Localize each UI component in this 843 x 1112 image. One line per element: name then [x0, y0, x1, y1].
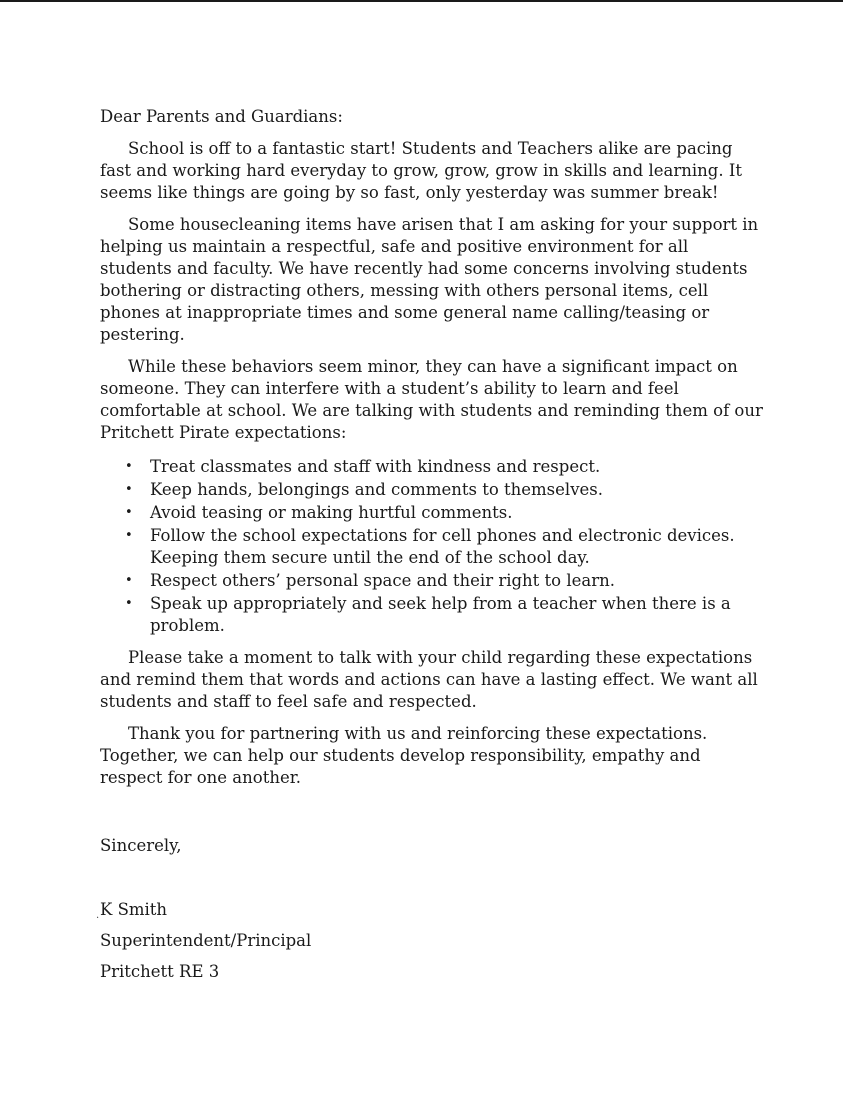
paragraph-thanks: Thank you for partnering with us and reinforcing these expectations. Together, we can help our students develop responsibility, empathy and respect for one another. [100, 724, 708, 787]
paragraph-intro: School is off to a fantastic start! Students and Teachers alike are pacing fast and working hard everyday to grow, grow, grow in skills and learning. It seems like things are going by so fast, only yesterday was summer break! [100, 139, 742, 202]
expectation-text: Avoid teasing or making hurtful comments. [150, 503, 513, 522]
list-item [125, 502, 765, 524]
bullet-icon: • [125, 573, 133, 588]
bullet-icon: • [125, 482, 133, 497]
signer-organization: Pritchett RE 3 [100, 962, 220, 981]
salutation: Dear Parents and Guardians: [100, 107, 343, 126]
expectation-text: Speak up appropriately and seek help from a teacher when there is a problem. [150, 594, 731, 635]
closing: Sincerely, [100, 836, 182, 855]
paragraph-request: Please take a moment to talk with your child regarding these expectations and remind them that words and actions can have a lasting effect. We want all students and staff to feel safe and respected. [100, 648, 758, 711]
signer-block [96, 899, 765, 983]
letter-body [96, 106, 765, 983]
list-item [125, 570, 765, 592]
bullet-icon: • [125, 528, 133, 543]
bullet-icon: • [125, 505, 133, 520]
list-item [125, 456, 765, 478]
list-item [125, 593, 765, 637]
paragraph-impact: While these behaviors seem minor, they can have a significant impact on someone. They can interfere with a student’s ability to learn and feel comfortable at school. We are talking with students and reminding them of our Pritchett Pirate expectations: [100, 357, 763, 442]
expectation-text: Respect others’ personal space and their right to learn. [150, 571, 615, 590]
signature-mark: . [96, 910, 100, 921]
paragraph-concerns: Some housecleaning items have arisen that I am asking for your support in helping us maintain a respectful, safe and positive environment for all students and faculty. We have recently had some concerns involving students bothering or distracting others, messing with others personal items, cell phones at inappropriate times and some general name calling/teasing or pestering. [100, 215, 759, 344]
expectation-text: Follow the school expectations for cell phones and electronic devices. Keeping them secure until the end of the school day. [150, 526, 735, 567]
expectation-text: Treat classmates and staff with kindness and respect. [150, 457, 601, 476]
list-item [125, 479, 765, 501]
list-item [125, 525, 765, 569]
bullet-icon: • [125, 596, 133, 611]
signer-title: Superintendent/Principal [100, 931, 312, 950]
expectations-list [100, 456, 765, 637]
expectation-text: Keep hands, belongings and comments to themselves. [150, 480, 603, 499]
bullet-icon: • [125, 459, 133, 474]
signer-name: K Smith [100, 900, 168, 919]
